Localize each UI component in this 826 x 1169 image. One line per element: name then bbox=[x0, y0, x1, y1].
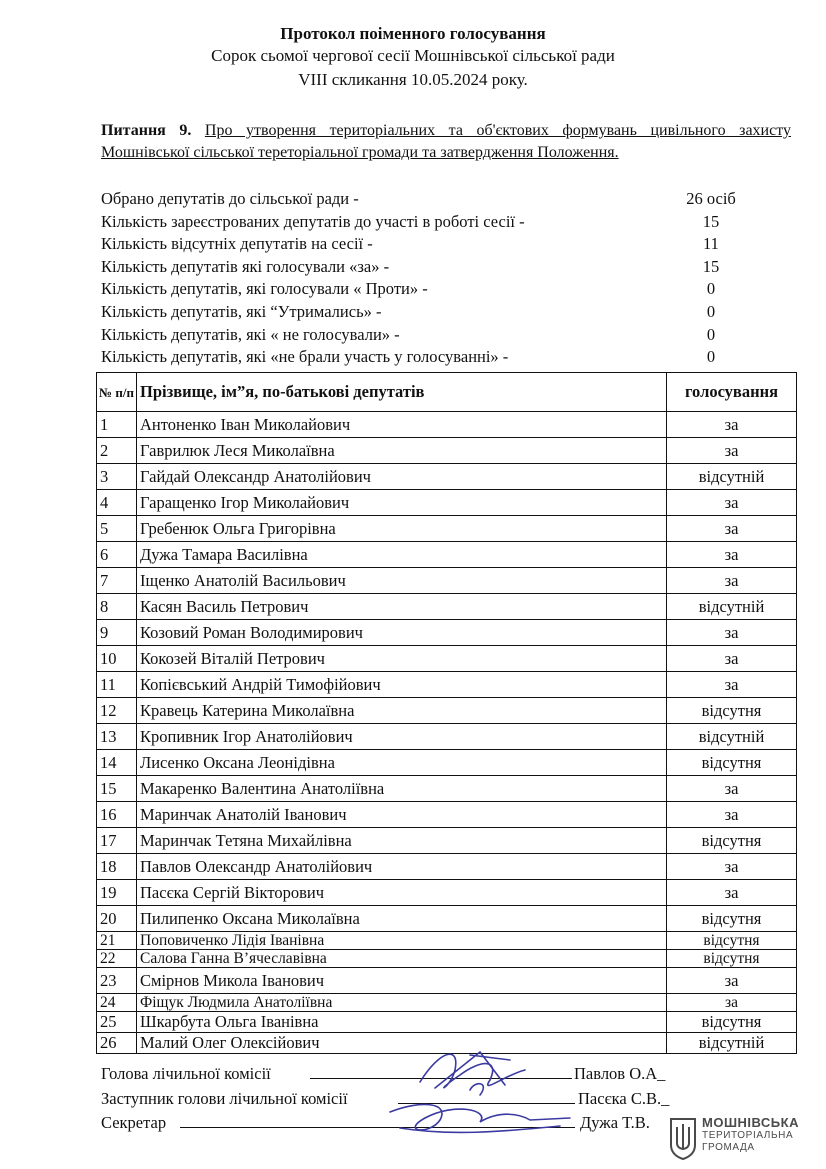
table-row bbox=[97, 968, 797, 994]
table-row bbox=[97, 698, 797, 724]
question-label: Питання 9. bbox=[101, 122, 192, 139]
trident-emblem-icon bbox=[668, 1115, 698, 1161]
vote-result: за bbox=[667, 880, 797, 906]
vote-result: відсутня bbox=[667, 950, 797, 968]
table-row bbox=[97, 412, 797, 438]
deputy-name: Кравець Катерина Миколаївна bbox=[137, 698, 667, 724]
table-row bbox=[97, 880, 797, 906]
stat-label: Кількість депутатів, які голосували « Проти» - bbox=[101, 279, 428, 299]
row-number: 1 bbox=[97, 412, 137, 438]
logo-text bbox=[702, 1115, 799, 1154]
signature-role-chair: Голова лічильної комісії bbox=[101, 1064, 271, 1083]
table-row bbox=[97, 672, 797, 698]
stat-value: 15 bbox=[702, 211, 720, 231]
agenda-question bbox=[101, 120, 791, 164]
stat-label: Кількість депутатів які голосували «за» - bbox=[101, 256, 390, 276]
row-number: 11 bbox=[97, 672, 137, 698]
signature-stroke-secretary bbox=[390, 1104, 570, 1130]
deputy-name: Гребенюк Ольга Григорівна bbox=[137, 516, 667, 542]
deputy-name: Іщенко Анатолій Васильович bbox=[137, 568, 667, 594]
table-row bbox=[97, 906, 797, 932]
row-number: 19 bbox=[97, 880, 137, 906]
row-number: 4 bbox=[97, 490, 137, 516]
signature-role-secretary: Секретар bbox=[101, 1113, 167, 1132]
vote-result: за bbox=[667, 994, 797, 1012]
table-row bbox=[97, 568, 797, 594]
deputy-name: Салова Ганна В’ячеславівна bbox=[137, 950, 667, 968]
stat-row bbox=[101, 324, 781, 347]
stat-row bbox=[101, 233, 781, 256]
stat-value: 0 bbox=[706, 324, 716, 344]
row-number: 2 bbox=[97, 438, 137, 464]
deputy-name: Пасєка Сергій Вікторович bbox=[137, 880, 667, 906]
table-row bbox=[97, 950, 797, 968]
session-line: Сорок сьомої чергової сесії Мошнівської сільської ради bbox=[211, 46, 615, 65]
row-number: 8 bbox=[97, 594, 137, 620]
row-number: 26 bbox=[97, 1033, 137, 1054]
row-number: 14 bbox=[97, 750, 137, 776]
vote-result: за bbox=[667, 516, 797, 542]
vote-result: відсутня bbox=[667, 932, 797, 950]
stat-label: Кількість депутатів, які «не брали участь у голосуванні» - bbox=[101, 347, 509, 367]
column-header-name: Прізвище, ім”я, по-батькові депутатів bbox=[137, 373, 667, 412]
row-number: 7 bbox=[97, 568, 137, 594]
deputy-name: Лисенко Оксана Леонідівна bbox=[137, 750, 667, 776]
vote-result: відсутній bbox=[667, 464, 797, 490]
row-number: 15 bbox=[97, 776, 137, 802]
row-number: 6 bbox=[97, 542, 137, 568]
deputy-name: Поповиченко Лідія Іванівна bbox=[137, 932, 667, 950]
row-number: 5 bbox=[97, 516, 137, 542]
vote-result: відсутній bbox=[667, 594, 797, 620]
deputy-name: Пилипенко Оксана Миколаївна bbox=[137, 906, 667, 932]
logo-line-3: ГРОМАДА bbox=[702, 1142, 755, 1153]
deputy-name: Маринчак Анатолій Іванович bbox=[137, 802, 667, 828]
stat-row bbox=[101, 278, 781, 301]
deputy-name: Макаренко Валентина Анатоліївна bbox=[137, 776, 667, 802]
row-number: 18 bbox=[97, 854, 137, 880]
table-row bbox=[97, 542, 797, 568]
row-number: 25 bbox=[97, 1012, 137, 1033]
deputy-name: Касян Василь Петрович bbox=[137, 594, 667, 620]
table-row bbox=[97, 1012, 797, 1033]
stat-value: 11 bbox=[703, 234, 719, 254]
table-header-row bbox=[97, 373, 797, 412]
vote-result: відсутній bbox=[667, 724, 797, 750]
table-row bbox=[97, 802, 797, 828]
row-number: 13 bbox=[97, 724, 137, 750]
deputy-name: Шкарбута Ольга Іванівна bbox=[137, 1012, 667, 1033]
row-number: 9 bbox=[97, 620, 137, 646]
table-row bbox=[97, 438, 797, 464]
row-number: 22 bbox=[97, 950, 137, 968]
deputy-name: Павлов Олександр Анатолійович bbox=[137, 854, 667, 880]
table-row bbox=[97, 724, 797, 750]
stat-label: Кількість депутатів, які « не голосували» - bbox=[101, 324, 400, 344]
table-row bbox=[97, 776, 797, 802]
logo-line-2: ТЕРИТОРІАЛЬНА bbox=[702, 1130, 794, 1141]
table-row bbox=[97, 594, 797, 620]
table-row bbox=[97, 828, 797, 854]
stat-value: 15 bbox=[702, 256, 720, 276]
deputy-name: Гаращенко Ігор Миколайович bbox=[137, 490, 667, 516]
stat-row bbox=[101, 211, 781, 234]
stat-value: 0 bbox=[706, 347, 716, 367]
stat-label: Обрано депутатів до сільської ради - bbox=[101, 189, 359, 208]
stat-label: Кількість відсутніх депутатів на сесії - bbox=[101, 234, 373, 254]
vote-result: за bbox=[667, 854, 797, 880]
vote-result: за bbox=[667, 490, 797, 516]
row-number: 24 bbox=[97, 994, 137, 1012]
question-text: Про утворення територіальних та об'єктових формувань цивільного захисту Мошнівської сільської тереторіальної громади та затвердження Положення. bbox=[101, 122, 792, 161]
convocation-date-line: VIII скликання 10.05.2024 року. bbox=[298, 70, 528, 89]
row-number: 3 bbox=[97, 464, 137, 490]
signature-name-deputy: Пасєка С.В._ bbox=[578, 1089, 670, 1108]
vote-statistics bbox=[101, 188, 781, 369]
table-row bbox=[97, 994, 797, 1012]
vote-result: за bbox=[667, 542, 797, 568]
column-header-number: № п/п bbox=[97, 373, 137, 412]
row-number: 10 bbox=[97, 646, 137, 672]
vote-result: відсутня bbox=[667, 750, 797, 776]
row-number: 17 bbox=[97, 828, 137, 854]
table-body bbox=[97, 412, 797, 1054]
stat-value: 0 bbox=[706, 301, 716, 321]
document-title: Протокол поіменного голосування bbox=[280, 24, 546, 43]
deputy-name: Козовий Роман Володимирович bbox=[137, 620, 667, 646]
table-row bbox=[97, 750, 797, 776]
table-row bbox=[97, 464, 797, 490]
table-row bbox=[97, 516, 797, 542]
table-row bbox=[97, 620, 797, 646]
handwritten-signatures bbox=[330, 1040, 590, 1150]
stat-label: Кількість депутатів, які “Утримались» - bbox=[101, 301, 382, 321]
stat-row bbox=[101, 346, 781, 369]
deputy-name: Кропивник Ігор Анатолійович bbox=[137, 724, 667, 750]
vote-result: за bbox=[667, 438, 797, 464]
signature-stroke-chair-accent bbox=[435, 1052, 510, 1088]
row-number: 21 bbox=[97, 932, 137, 950]
signature-name-chair: Павлов О.А_ bbox=[574, 1064, 666, 1083]
stat-row bbox=[101, 301, 781, 324]
table-row bbox=[97, 490, 797, 516]
deputy-name: Фіщук Людмила Анатоліївна bbox=[137, 994, 667, 1012]
deputy-name: Гаврилюк Леся Миколаївна bbox=[137, 438, 667, 464]
logo-line-1: МОШНІВСЬКА bbox=[702, 1115, 799, 1130]
table-row bbox=[97, 646, 797, 672]
vote-result: за bbox=[667, 646, 797, 672]
deputy-name: Маринчак Тетяна Михайлівна bbox=[137, 828, 667, 854]
deputy-name: Смірнов Микола Іванович bbox=[137, 968, 667, 994]
deputy-name: Кокозей Віталій Петрович bbox=[137, 646, 667, 672]
deputy-name: Копієвський Андрій Тимофійович bbox=[137, 672, 667, 698]
vote-result: за bbox=[667, 672, 797, 698]
stat-row bbox=[101, 188, 781, 211]
stat-label: Кількість зареєстрованих депутатів до участі в роботі сесії - bbox=[101, 211, 525, 231]
deputy-name: Антоненко Іван Миколайович bbox=[137, 412, 667, 438]
row-number: 23 bbox=[97, 968, 137, 994]
vote-result: за bbox=[667, 620, 797, 646]
deputy-name: Малий Олег Олексійович bbox=[137, 1033, 667, 1054]
vote-result: відсутня bbox=[667, 828, 797, 854]
community-logo bbox=[668, 1115, 808, 1163]
vote-result: за bbox=[667, 412, 797, 438]
vote-result: відсутня bbox=[667, 906, 797, 932]
stat-row bbox=[101, 256, 781, 279]
signature-role-deputy: Заступник голови лічильної комісії bbox=[101, 1089, 348, 1108]
vote-result: за bbox=[667, 776, 797, 802]
row-number: 12 bbox=[97, 698, 137, 724]
vote-result: за bbox=[667, 968, 797, 994]
stat-value: 26 осіб bbox=[686, 189, 736, 208]
deputy-name: Дужа Тамара Василівна bbox=[137, 542, 667, 568]
row-number: 16 bbox=[97, 802, 137, 828]
roll-call-table bbox=[96, 372, 797, 1054]
vote-result: відсутній bbox=[667, 1033, 797, 1054]
table-row bbox=[97, 932, 797, 950]
table-row bbox=[97, 854, 797, 880]
row-number: 20 bbox=[97, 906, 137, 932]
vote-result: за bbox=[667, 568, 797, 594]
vote-result: відсутня bbox=[667, 1012, 797, 1033]
vote-result: відсутня bbox=[667, 698, 797, 724]
signature-stroke-deputy bbox=[470, 1084, 483, 1095]
signature-name-secretary: Дужа Т.В. bbox=[580, 1113, 650, 1132]
deputy-name: Гайдай Олександр Анатолійович bbox=[137, 464, 667, 490]
vote-result: за bbox=[667, 802, 797, 828]
stat-value: 0 bbox=[706, 279, 716, 299]
column-header-vote: голосування bbox=[667, 373, 797, 412]
